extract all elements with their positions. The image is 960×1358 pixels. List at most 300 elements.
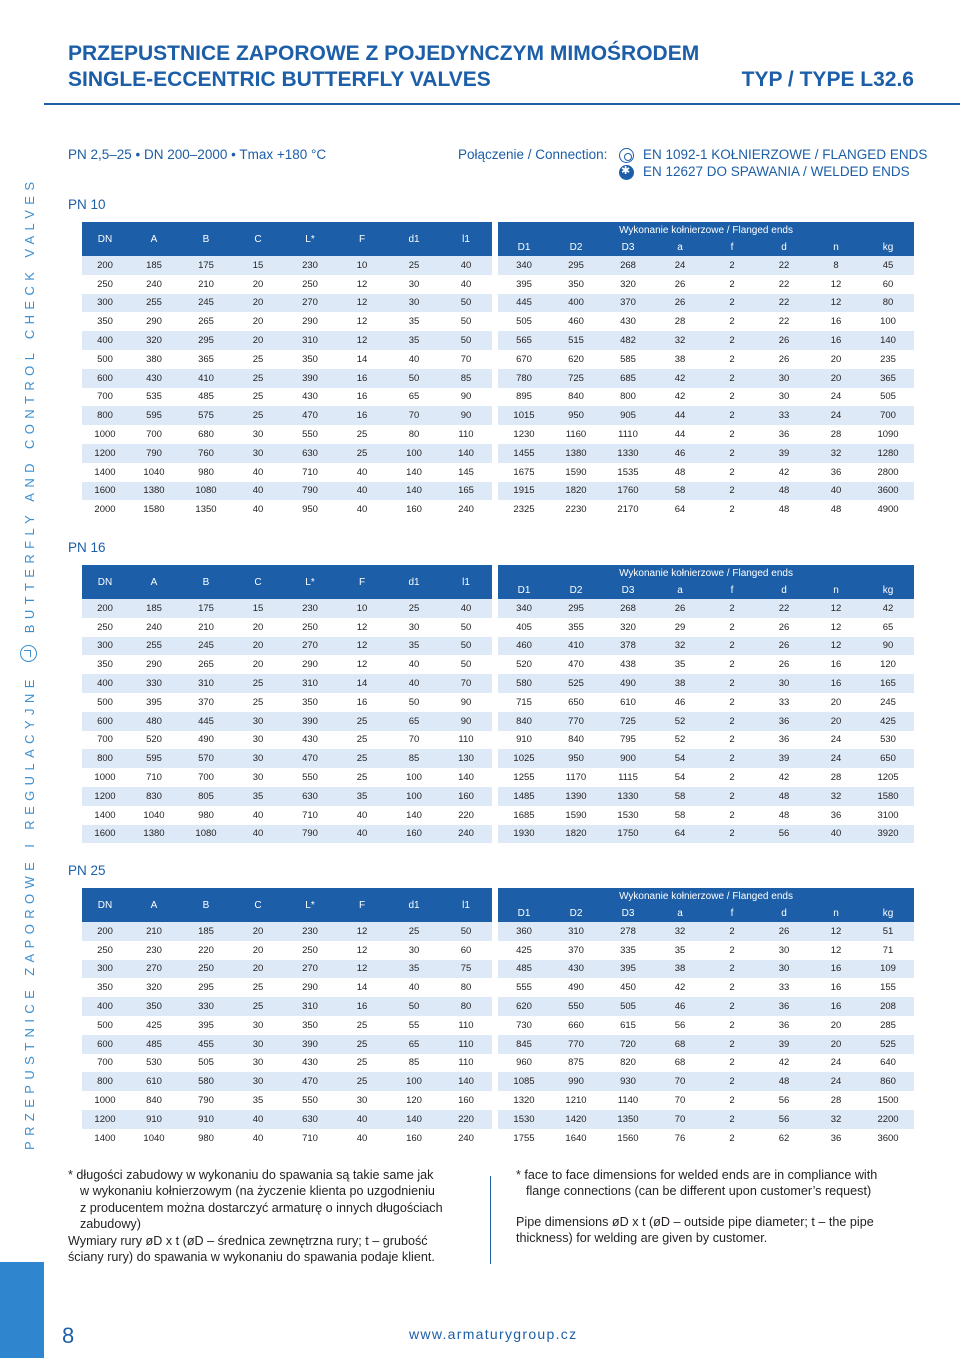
table-cell: 110 (440, 425, 492, 444)
table-cell: 44 (654, 425, 706, 444)
table-cell: 1820 (550, 482, 602, 501)
table-cell: 48 (758, 787, 810, 806)
table-cell: 1230 (498, 425, 550, 444)
table-cell: 20 (810, 1016, 862, 1035)
column-header: d1 (388, 888, 440, 922)
table-cell: 2 (706, 637, 758, 656)
website-link[interactable]: www.armaturygroup.cz (409, 1326, 578, 1342)
table-cell: 220 (440, 1110, 492, 1129)
table-cell: 268 (602, 256, 654, 275)
table-cell: 30 (232, 1054, 284, 1073)
table-cell: 1380 (550, 444, 602, 463)
table-cell: 62 (758, 1129, 810, 1148)
table-cell: 445 (498, 294, 550, 313)
connection-label: Połączenie / Connection: (458, 147, 608, 162)
table-cell: 2325 (498, 500, 550, 519)
table-cell: 2 (706, 655, 758, 674)
table-cell: 1255 (498, 768, 550, 787)
table-cell: 16 (810, 978, 862, 997)
spec-summary: PN 2,5–25 • DN 200–2000 • Tmax +180 °C (68, 147, 327, 162)
table-cell: 140 (388, 463, 440, 482)
table-cell: 550 (284, 425, 336, 444)
table-cell: 50 (388, 369, 440, 388)
table-cell: 525 (862, 1035, 914, 1054)
table-cell: 1350 (180, 500, 232, 519)
table-cell: 1110 (602, 425, 654, 444)
table-cell: 770 (550, 1035, 602, 1054)
table-cell: 2 (706, 463, 758, 482)
table-cell: 320 (602, 618, 654, 637)
table-cell: 980 (180, 463, 232, 482)
table-cell: 2 (706, 275, 758, 294)
table-cell: 48 (654, 463, 706, 482)
table-cell: 46 (654, 997, 706, 1016)
table-cell: 36 (758, 1016, 810, 1035)
table-cell: 60 (862, 275, 914, 294)
table-cell: 285 (862, 1016, 914, 1035)
table-cell: 250 (284, 618, 336, 637)
table-cell: 100 (862, 312, 914, 331)
table-row (82, 712, 914, 731)
table-cell: 840 (550, 731, 602, 750)
table-cell: 40 (388, 674, 440, 693)
table-cell: 535 (128, 388, 180, 407)
table-cell: 310 (284, 331, 336, 350)
table-cell: 250 (82, 618, 128, 637)
table-cell: 1400 (82, 463, 128, 482)
table-cell: 600 (82, 369, 128, 388)
table-cell: 52 (654, 712, 706, 731)
table-cell: 580 (180, 1072, 232, 1091)
table-cell: 445 (180, 712, 232, 731)
table-cell: 550 (550, 997, 602, 1016)
table-cell: 1485 (498, 787, 550, 806)
table-cell: 700 (862, 406, 914, 425)
table-cell: 64 (654, 500, 706, 519)
table-cell: 2 (706, 256, 758, 275)
table-cell: 230 (284, 256, 336, 275)
table-cell: 620 (550, 350, 602, 369)
table-cell: 240 (128, 618, 180, 637)
table-cell: 70 (654, 1110, 706, 1129)
table-cell: 520 (128, 731, 180, 750)
table-cell: 90 (440, 406, 492, 425)
table-cell: 35 (388, 312, 440, 331)
table-cell: 725 (602, 712, 654, 731)
table-cell: 270 (284, 960, 336, 979)
table-cell: 140 (388, 482, 440, 501)
table-cell: 12 (336, 922, 388, 941)
table-cell: 350 (284, 1016, 336, 1035)
pn-label: PN 10 (68, 197, 106, 212)
table-cell: 820 (602, 1054, 654, 1073)
table-cell: 295 (550, 599, 602, 618)
table-cell: 50 (440, 331, 492, 350)
table-cell: 1560 (602, 1129, 654, 1148)
table-cell: 1200 (82, 444, 128, 463)
table-cell: 42 (654, 369, 706, 388)
table-row (82, 693, 914, 712)
table-cell: 90 (862, 637, 914, 656)
table-row (82, 599, 914, 618)
table-cell: 1600 (82, 482, 128, 501)
column-header: D2 (550, 905, 602, 922)
table-cell: 70 (440, 674, 492, 693)
table-cell: 730 (498, 1016, 550, 1035)
table-cell: 210 (128, 922, 180, 941)
table-cell: 165 (862, 674, 914, 693)
table-cell: 12 (810, 599, 862, 618)
table-cell: 38 (654, 674, 706, 693)
table-cell: 46 (654, 444, 706, 463)
table-cell: 1590 (550, 806, 602, 825)
table-cell: 430 (128, 369, 180, 388)
table-cell: 100 (388, 787, 440, 806)
table-cell: 650 (550, 693, 602, 712)
table-cell: 830 (128, 787, 180, 806)
table-cell: 1400 (82, 806, 128, 825)
table-cell: 15 (232, 599, 284, 618)
table-cell: 350 (82, 978, 128, 997)
table-cell: 1160 (550, 425, 602, 444)
table-cell: 470 (284, 749, 336, 768)
table-cell: 575 (180, 406, 232, 425)
table-cell: 1115 (602, 768, 654, 787)
column-header: C (232, 888, 284, 922)
table-cell: 90 (440, 693, 492, 712)
column-header: f (706, 905, 758, 922)
table-cell: 3600 (862, 1129, 914, 1148)
table-cell: 12 (336, 655, 388, 674)
table-cell: 230 (128, 941, 180, 960)
table-cell: 290 (128, 312, 180, 331)
table-cell: 35 (388, 331, 440, 350)
table-cell: 76 (654, 1129, 706, 1148)
table-row (82, 350, 914, 369)
table-cell: 1750 (602, 825, 654, 844)
table-cell: 22 (758, 275, 810, 294)
table-row (82, 1110, 914, 1129)
table-cell: 24 (654, 256, 706, 275)
table-cell: 71 (862, 941, 914, 960)
table-cell: 48 (810, 500, 862, 519)
table-cell: 2 (706, 599, 758, 618)
table-cell: 805 (180, 787, 232, 806)
column-header: DN (82, 565, 128, 599)
table-cell: 1675 (498, 463, 550, 482)
table-cell: 295 (180, 978, 232, 997)
table-cell: 600 (82, 1035, 128, 1054)
table-cell: 50 (440, 618, 492, 637)
table-cell: 670 (498, 350, 550, 369)
table-cell: 26 (654, 275, 706, 294)
table-cell: 25 (336, 712, 388, 731)
table-cell: 110 (440, 1054, 492, 1073)
table-cell: 860 (862, 1072, 914, 1091)
table-cell: 25 (232, 406, 284, 425)
table-cell: 1420 (550, 1110, 602, 1129)
table-cell: 20 (232, 655, 284, 674)
table-cell: 400 (82, 331, 128, 350)
table-cell: 42 (758, 768, 810, 787)
table-cell: 44 (654, 406, 706, 425)
footnote-en-line: thickness) for welding are given by customer. (516, 1231, 768, 1246)
table-cell: 380 (128, 350, 180, 369)
table-cell: 65 (862, 618, 914, 637)
table-cell: 378 (602, 637, 654, 656)
table-cell: 40 (232, 1129, 284, 1148)
column-header: DN (82, 888, 128, 922)
table-cell: 30 (388, 941, 440, 960)
table-cell: 16 (336, 406, 388, 425)
table-cell: 12 (810, 294, 862, 313)
table-cell: 1820 (550, 825, 602, 844)
table-cell: 1080 (180, 825, 232, 844)
table-cell: 485 (128, 1035, 180, 1054)
table-cell: 715 (498, 693, 550, 712)
table-cell: 32 (810, 787, 862, 806)
table-cell: 68 (654, 1054, 706, 1073)
table-cell: 51 (862, 922, 914, 941)
table-cell: 3600 (862, 482, 914, 501)
welded-icon (619, 165, 634, 180)
table-cell: 800 (82, 406, 128, 425)
table-cell: 265 (180, 312, 232, 331)
table-cell: 26 (758, 331, 810, 350)
column-header: kg (862, 582, 914, 599)
table-cell: 2 (706, 749, 758, 768)
table-cell: 390 (284, 369, 336, 388)
table-cell: 56 (758, 1091, 810, 1110)
table-cell: 905 (602, 406, 654, 425)
table-cell: 58 (654, 482, 706, 501)
table-cell: 790 (284, 482, 336, 501)
table-cell: 1330 (602, 787, 654, 806)
pn-label: PN 25 (68, 863, 106, 878)
table-cell: 140 (388, 1110, 440, 1129)
table-cell: 290 (284, 978, 336, 997)
column-header: B (180, 565, 232, 599)
table-cell: 550 (284, 768, 336, 787)
table-cell: 185 (128, 256, 180, 275)
table-cell: 32 (654, 331, 706, 350)
table-cell: 1170 (550, 768, 602, 787)
table-cell: 2 (706, 1054, 758, 1073)
table-row (82, 960, 914, 979)
table-row (82, 997, 914, 1016)
table-cell: 1040 (128, 463, 180, 482)
table-cell: 400 (82, 997, 128, 1016)
table-cell: 30 (336, 1091, 388, 1110)
table-cell: 485 (498, 960, 550, 979)
table-row (82, 1016, 914, 1035)
table-cell: 25 (232, 693, 284, 712)
sidebar-text-en: BUTTERFLY AND CONTROL CHECK VALVES (21, 176, 37, 634)
table-cell: 30 (758, 369, 810, 388)
table-cell: 140 (440, 768, 492, 787)
table-cell: 950 (284, 500, 336, 519)
table-cell: 30 (758, 960, 810, 979)
table-cell: 630 (284, 1110, 336, 1129)
table-cell: 25 (232, 388, 284, 407)
table-cell: 20 (232, 941, 284, 960)
table-cell: 400 (82, 674, 128, 693)
page-number: 8 (62, 1323, 75, 1348)
table-cell: 48 (758, 482, 810, 501)
table-cell: 140 (440, 1072, 492, 1091)
table-cell: 25 (336, 749, 388, 768)
table-cell: 42 (654, 978, 706, 997)
table-cell: 460 (498, 637, 550, 656)
table-cell: 29 (654, 618, 706, 637)
table-cell: 2 (706, 787, 758, 806)
table-cell: 40 (336, 500, 388, 519)
column-header: C (232, 565, 284, 599)
table-cell: 40 (336, 806, 388, 825)
table-row (82, 922, 914, 941)
table-cell: 20 (810, 693, 862, 712)
table-cell: 100 (388, 1072, 440, 1091)
table-cell: 1200 (82, 1110, 128, 1129)
table-cell: 42 (758, 1054, 810, 1073)
table-cell: 840 (550, 388, 602, 407)
table-cell: 12 (810, 922, 862, 941)
table-cell: 40 (232, 500, 284, 519)
table-cell: 24 (810, 406, 862, 425)
table-cell: 16 (336, 997, 388, 1016)
column-header: D1 (498, 905, 550, 922)
column-header: D3 (602, 905, 654, 922)
table-cell: 630 (284, 787, 336, 806)
table-cell: 1580 (128, 500, 180, 519)
table-cell: 1140 (602, 1091, 654, 1110)
flanged-group-header: Wykonanie kołnierzowe / Flanged ends (498, 565, 914, 582)
table-cell: 12 (810, 275, 862, 294)
table-cell: 20 (232, 960, 284, 979)
table-cell: 2 (706, 978, 758, 997)
table-cell: 295 (180, 331, 232, 350)
table-cell: 26 (758, 922, 810, 941)
table-cell: 580 (498, 674, 550, 693)
table-cell: 100 (388, 768, 440, 787)
table-cell: 32 (810, 1110, 862, 1129)
table-cell: 14 (336, 350, 388, 369)
table-cell: 40 (440, 275, 492, 294)
table-cell: 40 (440, 256, 492, 275)
footnote-pl-line: z producentem można dostarczyć armaturę o innych długościach (80, 1200, 443, 1215)
table-cell: 760 (180, 444, 232, 463)
table-cell: 26 (758, 618, 810, 637)
table-cell: 390 (284, 1035, 336, 1054)
table-row (82, 294, 914, 313)
table-cell: 24 (810, 1054, 862, 1073)
table-row (82, 444, 914, 463)
table-cell: 395 (602, 960, 654, 979)
table-cell: 25 (336, 1072, 388, 1091)
table-cell: 40 (810, 482, 862, 501)
table-cell: 505 (498, 312, 550, 331)
table-cell: 2 (706, 731, 758, 750)
table-cell: 38 (654, 960, 706, 979)
table-cell: 950 (550, 749, 602, 768)
table-cell: 40 (232, 806, 284, 825)
table-cell: 470 (284, 406, 336, 425)
table-cell: 2 (706, 960, 758, 979)
pn10-table (82, 222, 914, 519)
table-cell: 840 (498, 712, 550, 731)
table-cell: 1530 (498, 1110, 550, 1129)
table-cell: 70 (440, 350, 492, 369)
table-cell: 64 (654, 825, 706, 844)
pn25-table (82, 888, 914, 1148)
table-row (82, 1129, 914, 1148)
table-cell: 430 (284, 1054, 336, 1073)
table-cell: 245 (862, 693, 914, 712)
table-cell: 56 (758, 1110, 810, 1129)
table-cell: 22 (758, 294, 810, 313)
table-cell: 40 (388, 978, 440, 997)
table-cell: 26 (758, 655, 810, 674)
table-cell: 20 (232, 275, 284, 294)
table-cell: 370 (180, 693, 232, 712)
table-cell: 2 (706, 388, 758, 407)
table-cell: 1320 (498, 1091, 550, 1110)
table-cell: 85 (388, 1054, 440, 1073)
table-cell: 268 (602, 599, 654, 618)
table-cell: 30 (758, 388, 810, 407)
column-header: DN (82, 222, 128, 256)
table-cell: 300 (82, 960, 128, 979)
table-cell: 75 (440, 960, 492, 979)
table-cell: 140 (440, 444, 492, 463)
table-cell: 610 (602, 693, 654, 712)
table-row (82, 1054, 914, 1073)
table-cell: 220 (440, 806, 492, 825)
table-cell: 240 (440, 1129, 492, 1148)
table-cell: 470 (550, 655, 602, 674)
table-cell: 3100 (862, 806, 914, 825)
table-cell: 640 (862, 1054, 914, 1073)
flanged-group-header: Wykonanie kołnierzowe / Flanged ends (498, 888, 914, 905)
connection-flanged: EN 1092-1 KOŁNIERZOWE / FLANGED ENDS (643, 147, 928, 162)
table-cell: 430 (550, 960, 602, 979)
table-cell: 20 (232, 618, 284, 637)
table-cell: 710 (284, 806, 336, 825)
table-cell: 235 (862, 350, 914, 369)
table-cell: 39 (758, 749, 810, 768)
column-header: n (810, 582, 862, 599)
table-cell: 120 (862, 655, 914, 674)
table-cell: 990 (550, 1072, 602, 1091)
table-cell: 20 (810, 712, 862, 731)
footnote-divider (490, 1176, 491, 1264)
table-cell: 32 (810, 444, 862, 463)
table-cell: 33 (758, 693, 810, 712)
table-row (82, 312, 914, 331)
table-cell: 840 (128, 1091, 180, 1110)
table-cell: 482 (602, 331, 654, 350)
table-cell: 50 (440, 294, 492, 313)
table-cell: 505 (602, 997, 654, 1016)
table-cell: 32 (654, 637, 706, 656)
table-cell: 710 (284, 1129, 336, 1148)
table-cell: 2800 (862, 463, 914, 482)
column-header: n (810, 239, 862, 256)
table-cell: 800 (82, 1072, 128, 1091)
table-cell: 310 (284, 674, 336, 693)
table-cell: 54 (654, 768, 706, 787)
table-cell: 2 (706, 941, 758, 960)
